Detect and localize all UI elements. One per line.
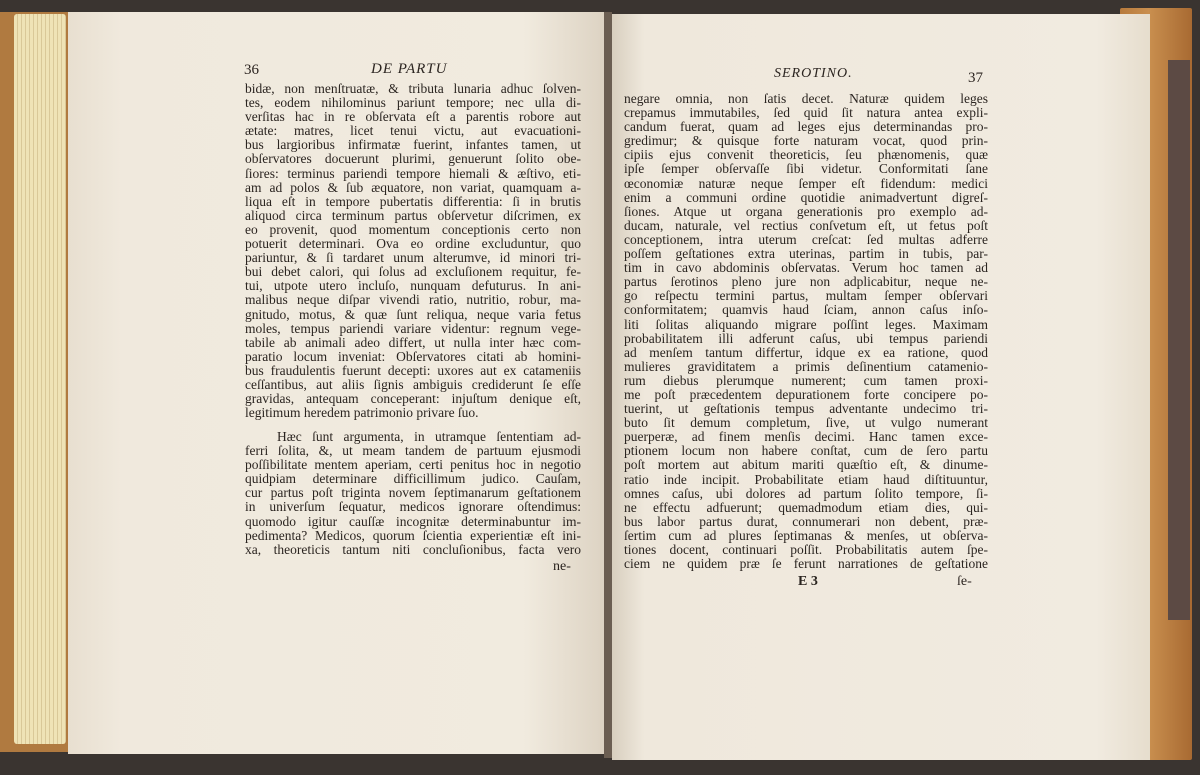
book-gutter — [604, 12, 612, 758]
text-line: moles, tempus pariendi variare videntur: regnum vege- — [245, 320, 581, 336]
text-line: candum fuerat, quam ad leges ejus determinandas pro- — [624, 119, 988, 135]
text-line: ſertim cum ad plures ſeptimanas & menſes, ut obſerva- — [624, 527, 988, 543]
text-line: xa, theoreticis tantum niti concluſionibus, facta vero — [245, 541, 581, 557]
text-line: ducam, naturale, vel rectius conſvetum eſt, ut fetus poſt — [624, 217, 988, 233]
text-line: ne effectu adfuerunt; quemadmodum etiam dies, qui- — [624, 499, 988, 515]
text-line: cur partus poſt triginta novem ſeptimanarum geſtationem — [245, 485, 581, 501]
text-line: poſſem geſtationes extra uterinas, partim in tubis, par- — [624, 246, 988, 262]
text-line: eo provenit, quod momentum conceptionis certo non — [245, 221, 581, 237]
text-line: paratio locum inveniat: Obſervatores citati ab homini- — [245, 348, 581, 364]
text-line: in univerſum ſequatur, medicos ignorare oſtendimus: — [245, 499, 581, 515]
signature-mark: E 3 — [798, 574, 818, 589]
cover-edge-shadow — [1168, 60, 1190, 620]
text-line: ptionem locum non habere conſtat, cum de ſero partu — [624, 443, 988, 459]
page-number: 36 — [244, 62, 259, 78]
text-line: tui, utpote utero incluſo, nunquam defuturus. In ani- — [245, 278, 581, 294]
text-line: rum diebus plerumque numerent; cum tamen proxi- — [624, 372, 988, 388]
text-line: Hæc ſunt argumenta, in utramque ſententiam ad- — [277, 429, 581, 444]
page-number: 37 — [968, 70, 983, 86]
text-line: pariuntur, & ſi tardaret unum alterumve, id minori tri- — [245, 250, 581, 266]
text-line: aliquod circa terminum partus obſervetur diſcrimen, ex — [245, 207, 581, 223]
text-line: tiones docent, continuari poſſit. Probabilitatis autem ſpe- — [624, 542, 988, 557]
text-line: me poſt præcedentem depurationem forte concipere po- — [624, 386, 988, 402]
text-line: pedimenta? Medicos, quorum ſcientia experientiæ eſt ini- — [245, 527, 581, 543]
text-line: am ad polos & ſub æquatore, non variat, quamquam a- — [245, 179, 581, 195]
text-line: œconomiæ naturæ neque ſemper eſt fidendum: medici — [624, 175, 988, 191]
text-line: tes, eodem nihilominus pariunt tempore; nec ulla di- — [245, 95, 581, 111]
text-line: ſiones. Atque ut organa generationis pro exemplo ad- — [624, 203, 988, 219]
text-line: partus ſerotinos pleno jure non adplicabitur, neque ne- — [624, 274, 988, 290]
paragraph — [245, 82, 581, 420]
text-line: ratio inde incipit. Probabilitate etiam haud diſtituuntur, — [624, 471, 988, 487]
text-line: ciem ne quidem præ ſe ferunt narrationes de geſtatione — [624, 556, 988, 572]
text-line: obſervatores docuerunt plurimi, genuerunt ſolito obe- — [245, 151, 581, 167]
text-line: bus fraudulentis fuerunt decepti: uxores aut ex catameniis — [245, 362, 581, 378]
text-line: bui debet calori, qui ſolus ad excluſionem requitur, fe- — [245, 264, 581, 280]
catchword: ſe- — [957, 574, 972, 589]
text-line: gravidas, antequam conceperant: injuſtum denique eſt, — [245, 391, 581, 407]
text-line: poſſibilitate mentem aperiam, certi penitus hoc in negotio — [245, 457, 581, 473]
text-line: cipiis ejus convenit theoreticis, ſeu phænomenis, quæ — [624, 147, 988, 163]
paragraph — [245, 430, 581, 557]
text-line: gnitudo, motus, & quæ ſunt reliqua, neque varia fetus — [245, 306, 581, 322]
text-line: probabilitatem illi adferunt caſus, ubi tempus pariendi — [624, 330, 988, 346]
text-line: mulieres graviditatem a primis deſinentium catamenio- — [624, 358, 988, 374]
text-line: potuerit determinari. Ova eo ordine excluduntur, quo — [245, 236, 581, 252]
left-page — [68, 12, 604, 754]
text-line: ferri ſolita, &, ut meam tandem de partuum ejusmodi — [245, 443, 581, 459]
text-line: go reſpectu termini partus, multam ſemper obſervari — [624, 288, 988, 304]
text-line: conceptionem, intra uterum creſcat: ſed multas adferre — [624, 231, 988, 247]
text-line: puerperæ, ad finem menſis decimi. Hanc tamen exce- — [624, 429, 988, 445]
text-line: tuerint, ut geſtationis tempus adventante undecimo tri- — [624, 401, 988, 417]
text-line: liqua eſt in tempore pubertatis differentia: ſi in brutis — [245, 193, 581, 209]
text-line: crepamus immutabiles, ſed quid ſit natura antea expli- — [624, 105, 988, 121]
text-line: negare omnia, non ſatis decet. Naturæ quidem leges — [624, 91, 988, 106]
text-line: gredimur; & quisque forte naturam vocat, quod prin- — [624, 133, 988, 149]
text-line: enim a communi ordine quotidie animadvertunt digreſ- — [624, 189, 988, 205]
paragraph — [624, 92, 988, 571]
text-line: ætate: matres, licet tenui victu, aut evacuationi- — [245, 123, 581, 139]
right-page — [612, 14, 1150, 760]
text-line: legitimum heredem patrimonio privare ſuo. — [245, 405, 479, 421]
text-line: ſiores: terminus pariendi tempore hiemali & æſtivo, eti- — [245, 165, 581, 181]
text-line: ceſſantibus, aut aliis ſignis ambiguis crediderunt ſe eſſe — [245, 376, 581, 392]
text-line: omnes caſus, ubi dolores ad partum ſolito tempore, ſi- — [624, 485, 988, 501]
running-head: DE PARTU — [371, 61, 448, 77]
text-line: ipſe ſemper obſervaſſe ſibi videtur. Conformitati ſane — [624, 161, 988, 177]
text-line: tim in cavo abdominis obſervatas. Verum hoc tamen ad — [624, 260, 988, 276]
text-line: ad menſem tantum differtur, idque ex ea ratione, quod — [624, 344, 988, 360]
text-line: quidpiam determinare difficillimum judico. Cauſam, — [245, 471, 581, 487]
text-line: buto ſit demum completum, ſive, ut vulgo numerant — [624, 415, 988, 431]
text-line: tabile ab animali adeo differt, ut nulla inter hæc com- — [245, 334, 581, 350]
text-line: bidæ, non menſtruatæ, & tributa lunaria adhuc ſolven- — [245, 81, 581, 96]
text-line: bus labor partus durat, connumerari non debent, præ- — [624, 513, 988, 529]
text-line: bus largioribus infirmatæ fuerint, infantes tamen, ut — [245, 137, 581, 153]
text-line: liti ſolitas aliquando migrare poſſint leges. Maximam — [624, 316, 988, 332]
text-line: quomodo igitur cauſſæ incognitæ determinabuntur im- — [245, 513, 581, 529]
running-head: SEROTINO. — [774, 66, 853, 81]
text-line: verſitas hac in re obſervata eſt a parentis robore aut — [245, 109, 581, 125]
text-line: conformitatem; quamvis haud ſciam, annon caſus inſo- — [624, 302, 988, 318]
page-stack-edge — [14, 14, 66, 744]
text-line: malibus neque diſpar vivendi ratio, nutritio, robur, ma- — [245, 292, 581, 308]
catchword: ne- — [553, 559, 571, 574]
text-line: poſt mortem aut abitum mariti quæſtio eſt, & dinume- — [624, 457, 988, 473]
